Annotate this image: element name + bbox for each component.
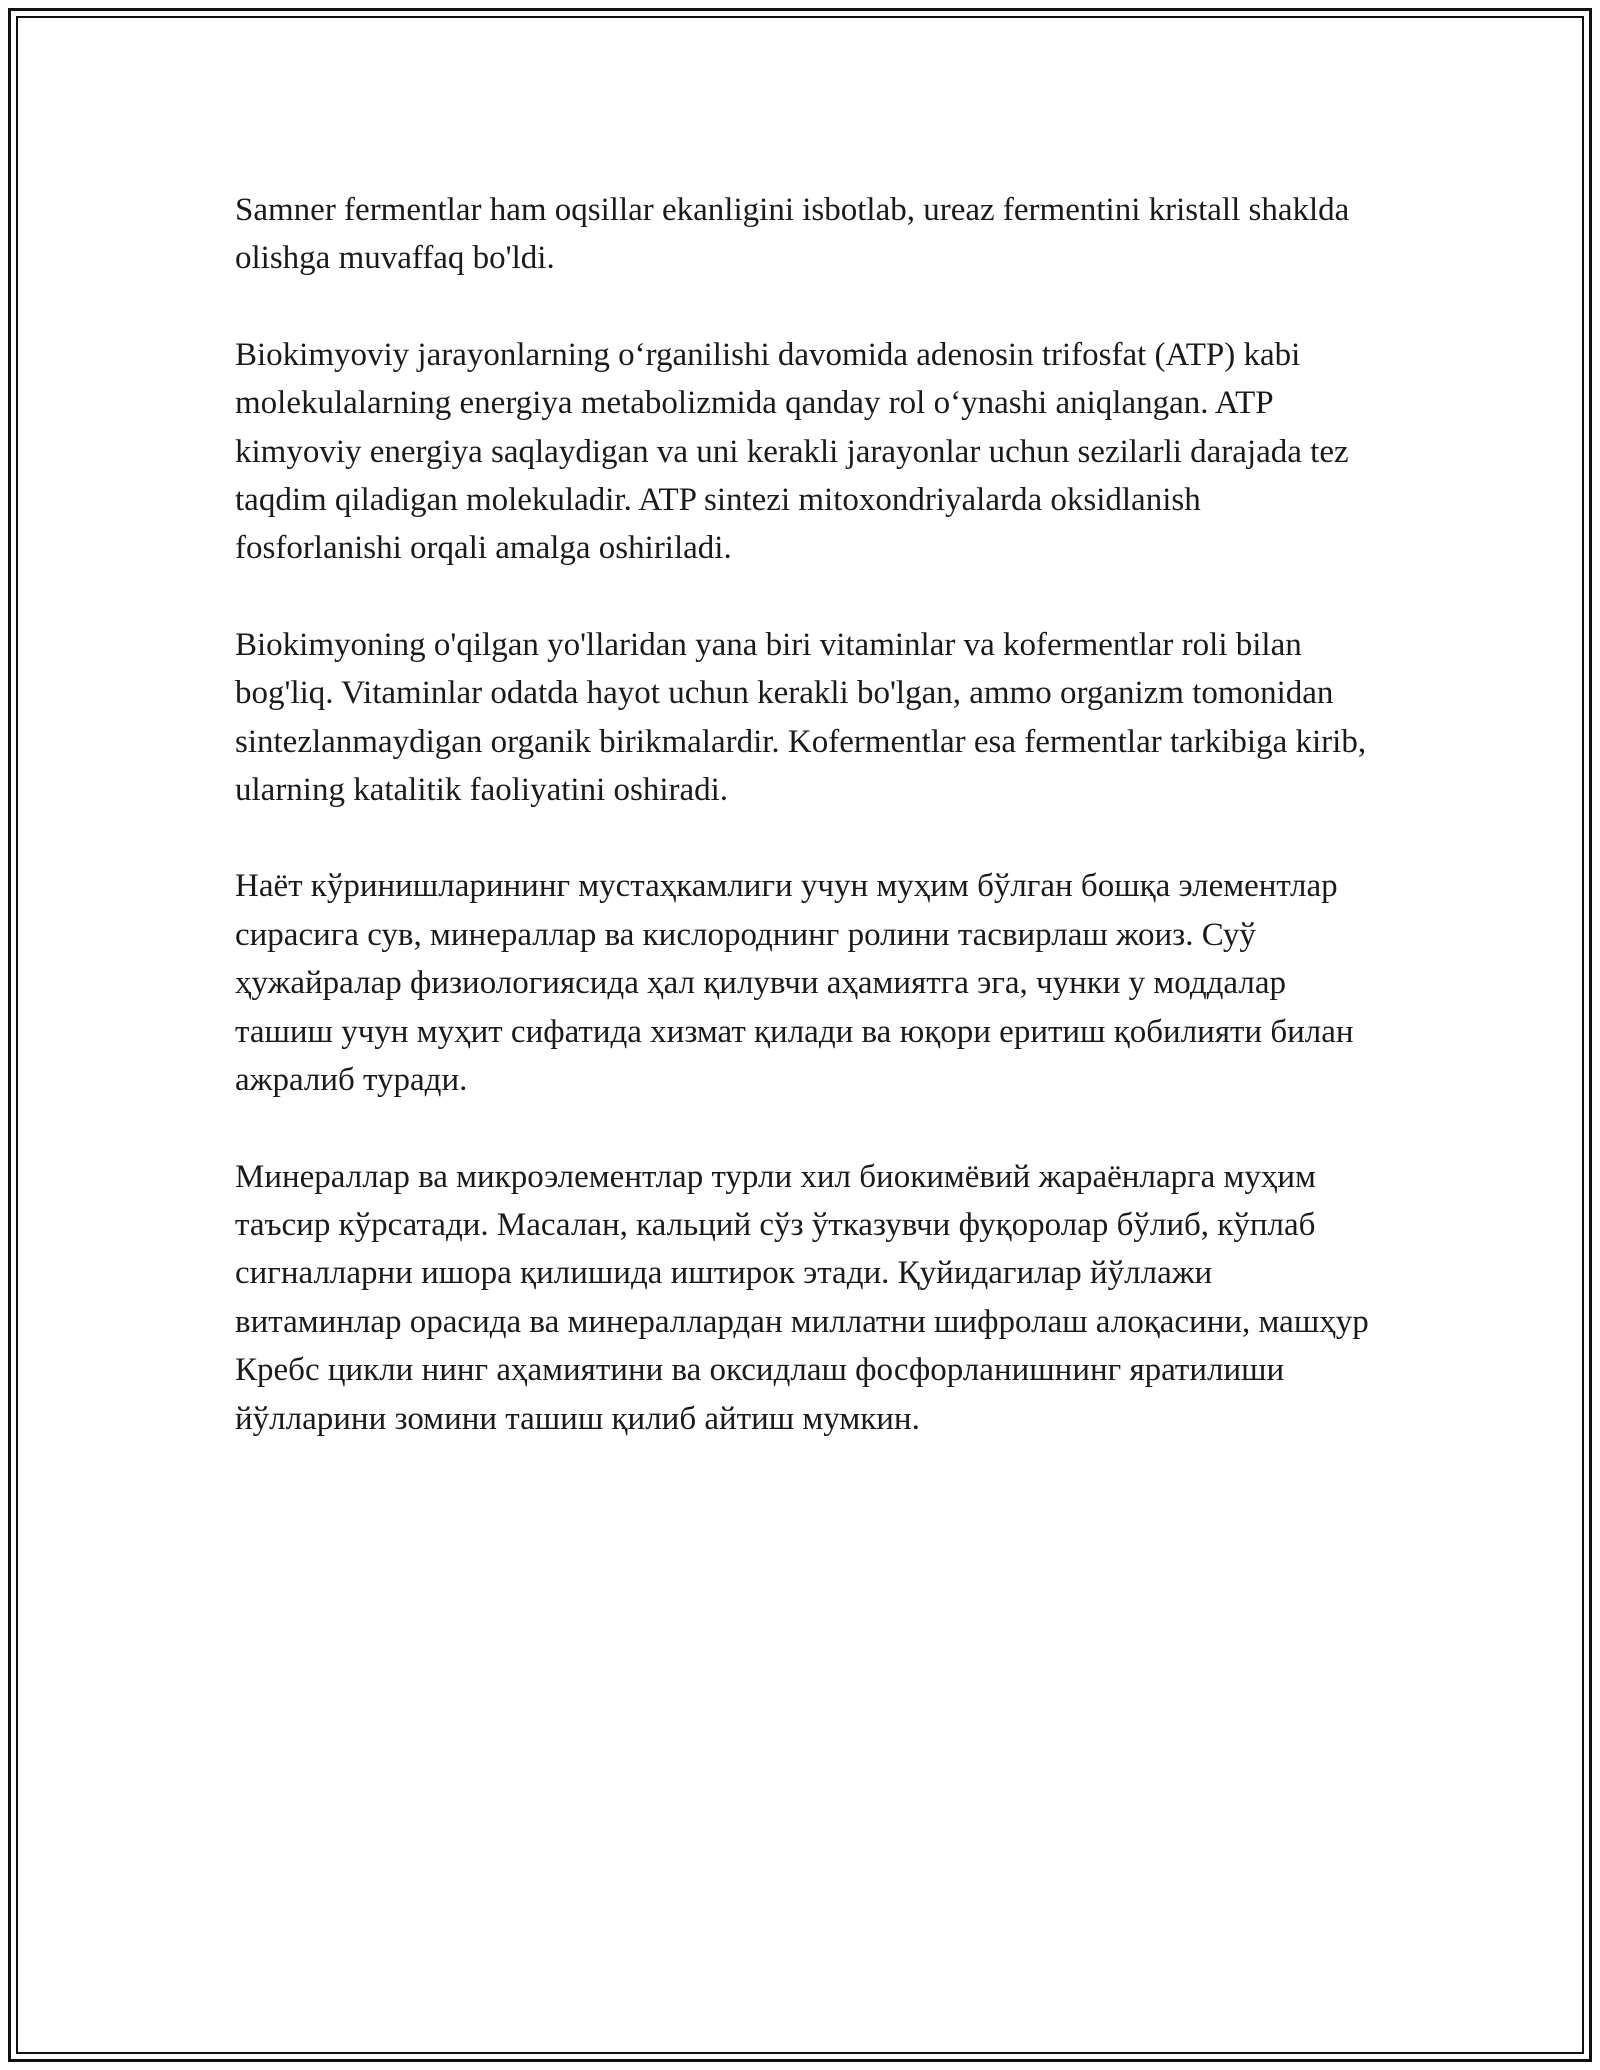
document-body [235, 186, 1370, 1491]
paragraph-atp: Biokimyoviy jarayonlarning o‘rganilishi davomida adenosin trifosfat (ATP) kabi molekulalarning energiya metabolizmida qanday rol o‘ynashi aniqlangan. ATP kimyoviy energiya saqlaydigan va uni kerakli jarayonlar uchun sezilarli darajada tez taqdim qiladigan molekuladir. ATP sintezi mitoxondriyalarda oksidlanish fosforlanishi orqali amalga oshiriladi. [235, 336, 1349, 567]
paragraph-microelements: Минераллар ва микроэлементлар турли хил биокимёвий жараёнларга муҳим таъсир кўрсатади. Масалан, кальций сўз ўтказувчи фуқоролар бўлиб, кўплаб сигналларни ишора қилишида иштирок этади. Қуйидагилар йўллажи витаминлар орасида ва минераллардан миллатни шифролаш алоқасини, машҳур Кребс цикли нинг аҳамиятини ва оксидлаш фосфорланишнинг яратилиши йўлларини зомини ташиш қилиб айтиш мумкин. [235, 1158, 1369, 1437]
paragraph-samner: Samner fermentlar ham oqsillar ekanligini isbotlab, ureaz fermentini kristall shaklda olishga muvaffaq bo'ldi. [235, 192, 1350, 277]
paragraph-water-minerals: Наёт кўринишларининг мустаҳкамлиги учун муҳим бўлган бошқа элементлар сирасига сув, минераллар ва кислороднинг ролини тасвирлаш жоиз. Суў ҳужайралар физиологиясида ҳал қилувчи аҳамиятга эга, чунки у моддалар ташиш учун муҳит сифатида хизмат қилади ва юқори еритиш қобилияти билан ажралиб туради. [235, 868, 1354, 1099]
paragraph-vitamins: Biokimyoning o'qilgan yo'llaridan yana biri vitaminlar va kofermentlar roli bilan bog'liq. Vitaminlar odatda hayot uchun kerakli bo'lgan, ammo organizm tomonidan sintezlanmaydigan organik birikmalardir. Kofermentlar esa fermentlar tarkibiga kirib, ularning katalitik faoliyatini oshiradi. [235, 626, 1367, 809]
